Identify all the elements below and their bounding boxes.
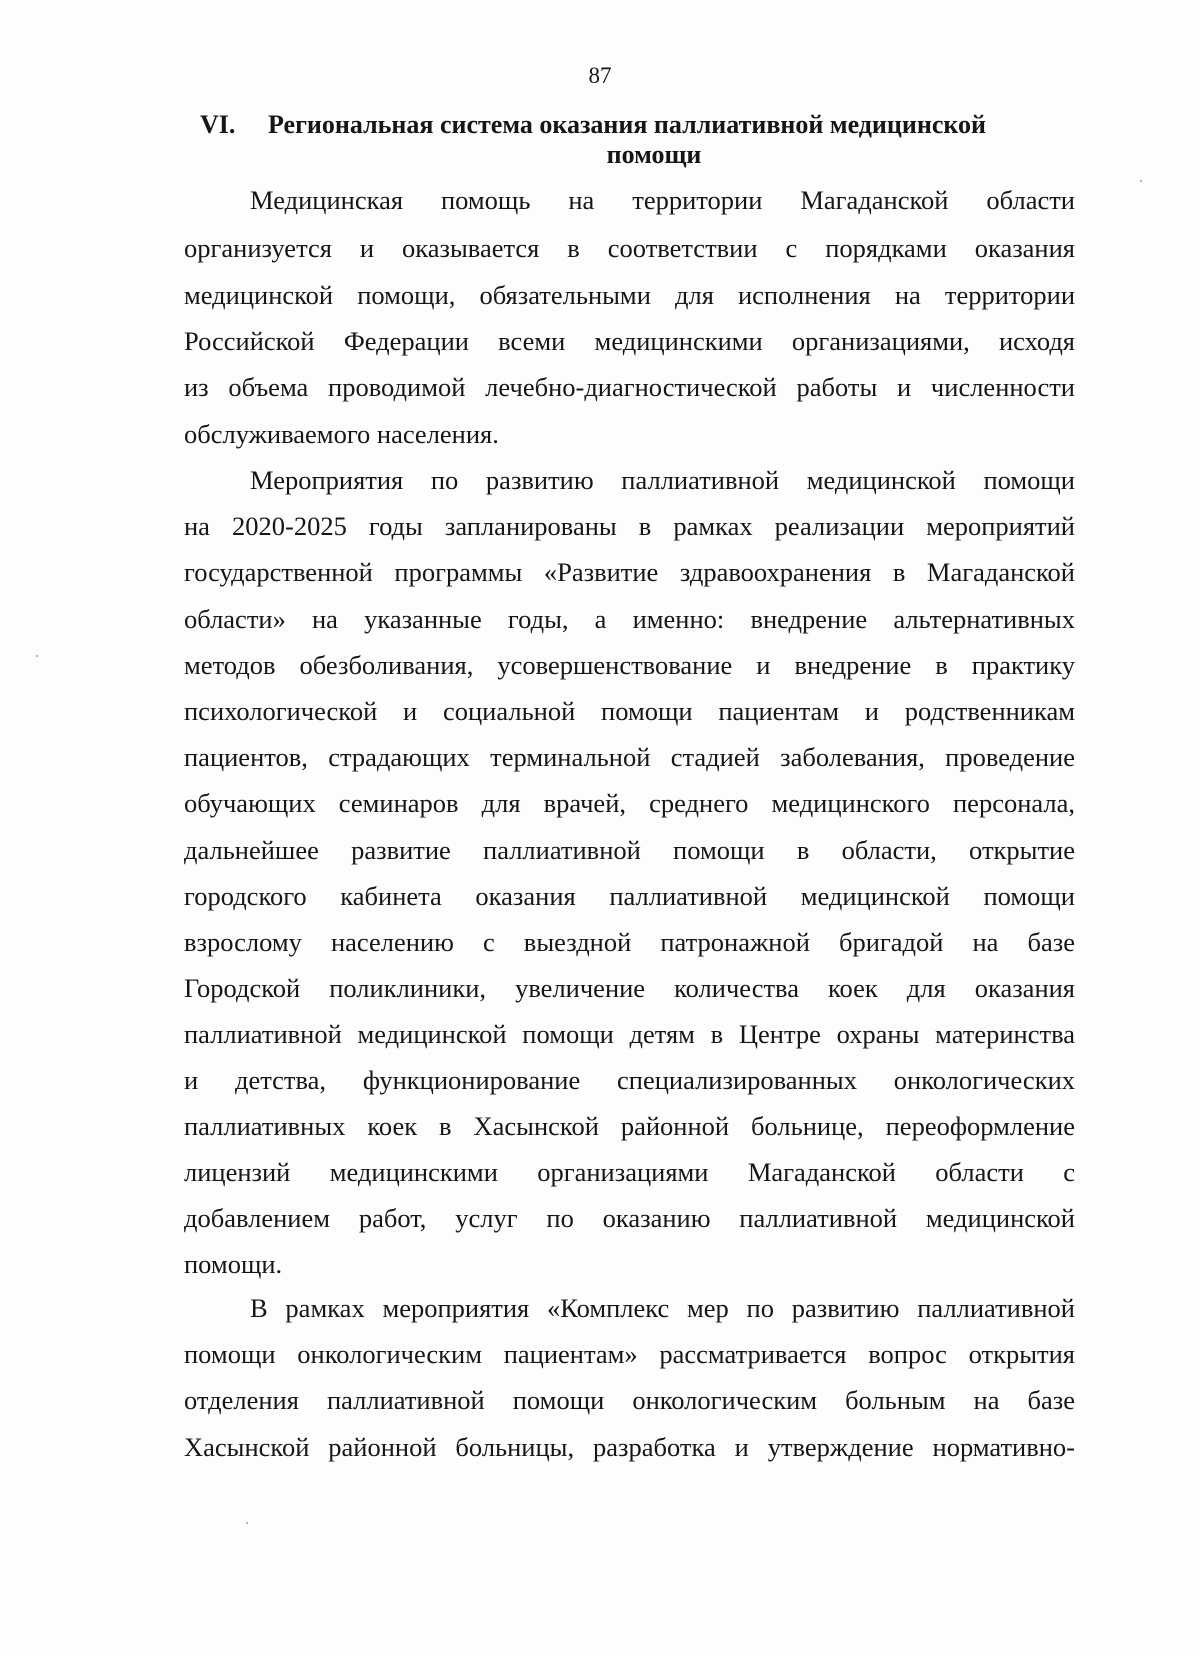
paragraph-1-line: обслуживаемого населения. (184, 419, 499, 449)
paragraph-1-line: Российской Федерации всеми медицинскими организациями, исходя (184, 326, 1075, 356)
paragraph-2-line: на 2020-2025 годы запланированы в рамках реализации мероприятий (184, 511, 1075, 541)
paragraph-2-line: государственной программы «Развитие здравоохранения в Магаданской (184, 557, 1075, 587)
paragraph-2-line: и детства, функционирование специализированных онкологических (184, 1065, 1075, 1095)
paragraph-2-line: паллиативных коек в Хасынской районной больнице, переоформление (184, 1111, 1075, 1141)
paragraph-3-line: Хасынской районной больницы, разработка и утверждение нормативно- (184, 1432, 1075, 1462)
paragraph-3-line: В рамках мероприятия «Комплекс мер по развитию паллиативной (250, 1293, 1075, 1323)
paragraph-2-line: взрослому населению с выездной патронажной бригадой на базе (184, 927, 1075, 957)
paragraph-2-line: дальнейшее развитие паллиативной помощи в области, открытие (184, 835, 1075, 865)
section-heading (200, 110, 1070, 170)
paragraph-2-line: паллиативной медицинской помощи детям в Центре охраны материнства (184, 1019, 1075, 1049)
paragraph-2-line: городского кабинета оказания паллиативной медицинской помощи (184, 881, 1075, 911)
paragraph-1-line: организуется и оказывается в соответствии с порядками оказания (184, 233, 1075, 263)
paragraph-2-line: области» на указанные годы, а именно: внедрение альтернативных (184, 604, 1075, 634)
section-title-line-2: помощи (606, 140, 702, 169)
page-number: 87 (588, 63, 612, 88)
paragraph-2-line: лицензий медицинскими организациями Магаданской области с (184, 1157, 1075, 1187)
section-number: VI. (200, 110, 236, 139)
paragraph-2-line: методов обезболивания, усовершенствование и внедрение в практику (184, 650, 1075, 680)
scan-speck (246, 1522, 248, 1524)
paragraph-2-line: психологической и социальной помощи пациентам и родственникам (184, 696, 1075, 726)
scan-speck (1140, 180, 1142, 182)
paragraph-2-line: добавлением работ, услуг по оказанию паллиативной медицинской (184, 1203, 1075, 1233)
paragraph-3-line: помощи онкологическим пациентам» рассматривается вопрос открытия (184, 1339, 1075, 1369)
paragraph-2-line: пациентов, страдающих терминальной стадией заболевания, проведение (184, 742, 1075, 772)
paragraph-2-line: обучающих семинаров для врачей, среднего медицинского персонала, (184, 788, 1075, 818)
paragraph-1-line: из объема проводимой лечебно-диагностической работы и численности (184, 372, 1075, 402)
paragraph-2-line: Городской поликлиники, увеличение количества коек для оказания (184, 973, 1075, 1003)
paragraph-2-line: помощи. (184, 1249, 283, 1279)
scan-speck (36, 655, 38, 657)
section-heading-row (200, 110, 1070, 140)
paragraph-1-line: Медицинская помощь на территории Магаданской области (250, 185, 1075, 215)
paragraph-1-line: медицинской помощи, обязательными для исполнения на территории (184, 280, 1075, 310)
paragraph-2-line: Мероприятия по развитию паллиативной медицинской помощи (250, 465, 1075, 495)
paragraph-3-line: отделения паллиативной помощи онкологическим больным на базе (184, 1385, 1075, 1415)
section-title-line-1: Региональная система оказания паллиативной медицинской (268, 110, 987, 139)
